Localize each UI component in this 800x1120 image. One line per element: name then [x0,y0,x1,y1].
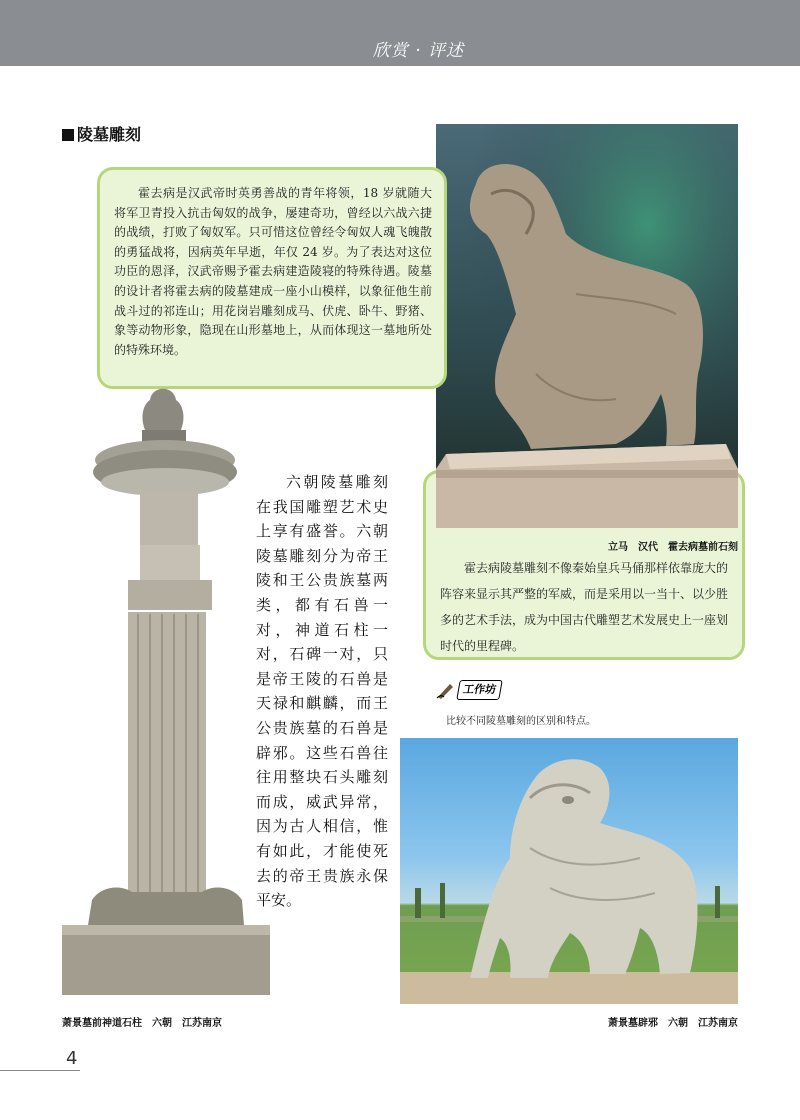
workshop-badge: 工作坊 [456,680,503,700]
bixie-sculpture-illustration [400,738,738,1004]
horse-photo-overlap [436,470,738,528]
horse-sculpture-photo [436,124,738,528]
horse-base-illustration [436,470,738,528]
section-title-text: 陵墓雕刻 [77,125,142,144]
workshop-task-text: 比较不同陵墓雕刻的区别和特点。 [446,716,596,727]
callout-huoqubing-art: 霍去病陵墓雕刻不像秦始皇兵马俑那样依靠庞大的阵容来显示其严整的军威，而是采用以一当十、以少胜多的艺术手法，成为中国古代雕塑艺术发展史上一座划时代的里程碑。 [423,470,745,660]
pen-brush-icon [436,681,456,699]
bixie-sculpture-photo [400,738,738,1004]
header-title: 欣赏 · 评述 [372,41,464,61]
square-bullet-icon [62,129,74,141]
page-number: 4 [66,1048,78,1069]
callout-huoqubing-intro: 霍去病是汉武帝时英勇善战的青年将领，18 岁就随大将军卫青投入抗击匈奴的战争，屡建奇功，曾经以六战六捷的战绩，打败了匈奴军。只可惜这位曾经令匈奴人魂飞魄散的勇猛战将，因病英年早逝，年仅 24 岁。为了表达对这位功臣的恩泽，汉武帝赐予霍去病建造陵寝的特殊待遇。陵墓的设计者将霍去病的陵墓建成一座小山模样，以象征他生前战斗过的祁连山；用花岗岩雕刻成马、伏虎、卧牛、野猪、象等动物形象，隐现在山形墓地上，从而体现这一墓地所处的特殊环境。 [97,167,447,389]
horse-sculpture-illustration [436,124,738,528]
caption-horse: 立马 汉代 霍去病墓前石刻 [608,542,738,553]
workshop-header [436,680,501,700]
stone-pillar-illustration [62,380,270,1002]
section-title [62,122,141,145]
stone-pillar-photo [62,380,270,1002]
caption-bixie: 萧景墓辟邪 六朝 江苏南京 [608,1018,738,1029]
header-bar [0,0,800,66]
page-footer-rule [0,1070,80,1071]
main-body-text: 六朝陵墓雕刻在我国雕塑艺术史上享有盛誉。六朝陵墓雕刻分为帝王陵和王公贵族墓两类，都有石兽一对，神道石柱一对，石碑一对，只是帝王陵的石兽是天禄和麒麟，而王公贵族墓的石兽是辟邪。这些石兽往往用整块石头雕刻而成，威武异常，因为古人相信，惟有如此，才能使死去的帝王贵族永保平安。 [256,473,388,910]
caption-stone-pillar: 萧景墓前神道石柱 六朝 江苏南京 [62,1018,222,1029]
